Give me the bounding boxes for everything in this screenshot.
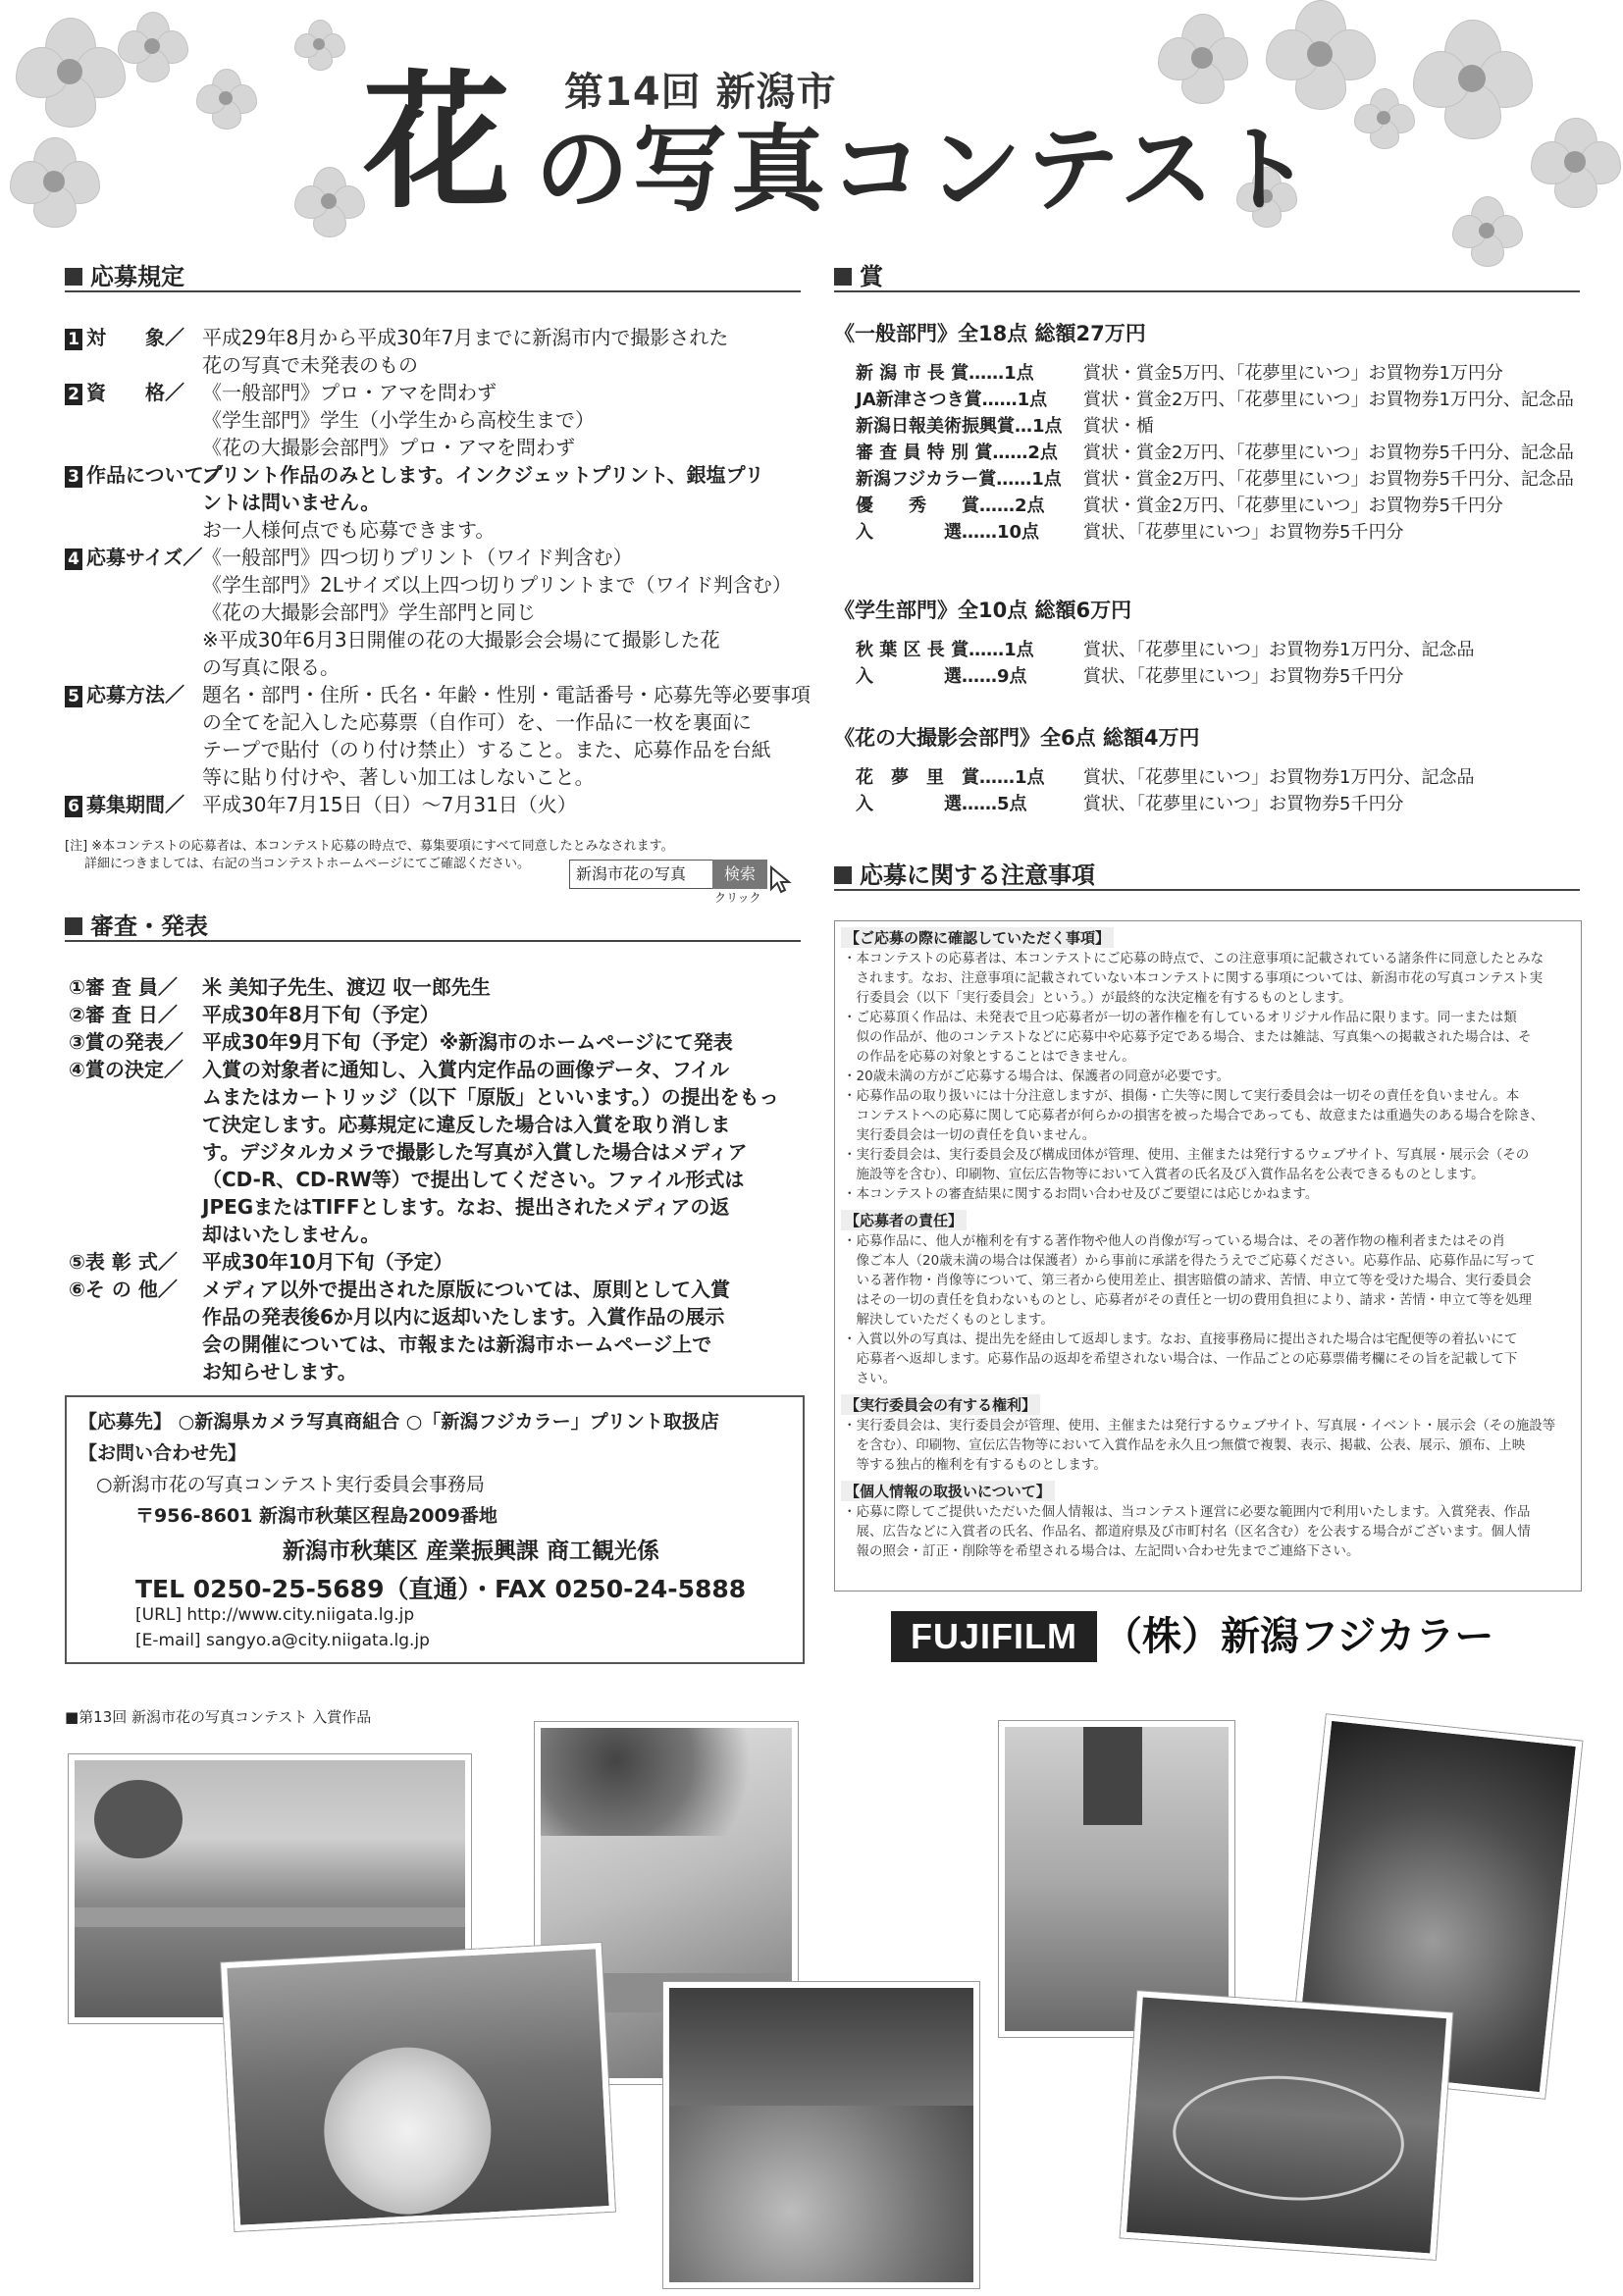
rule-text: 平成30年7月15日（日）～7月31日（火）	[202, 793, 577, 816]
rules-note-1: [注] ※本コンテストの応募者は、本コンテスト応募の時点で、募集要項にすべて同意したとみなされます。	[65, 839, 674, 854]
contact-url[interactable]: [URL] http://www.city.niigata.lg.jp	[135, 1605, 415, 1625]
rule-label: 募集期間／	[86, 793, 184, 816]
judging-label: ⑥そ の 他／	[69, 1278, 178, 1301]
judging-text: 米 美知子先生、渡辺 収一郎先生	[202, 975, 491, 999]
judging-text: 却はいたしません。	[202, 1223, 381, 1246]
prize-row	[856, 388, 1574, 413]
student-category-head: 《学生部門》全10点 総額6万円	[834, 599, 1132, 622]
prize-name: 優 秀 賞……2点	[856, 496, 1045, 516]
notices-heading: 応募に関する注意事項	[834, 856, 1095, 890]
flower-icon	[1354, 88, 1413, 147]
rule-text: 花の写真で未発表のもの	[202, 353, 418, 377]
flower-icon	[10, 137, 98, 226]
judging-text: 平成30年9月下旬（予定）※新潟市のホームページにて発表	[202, 1030, 733, 1054]
judging-text: 会の開催については、市報または新潟市ホームページ上で	[202, 1332, 712, 1356]
contact-phone: TEL 0250-25-5689（直通）・FAX 0250-24-5888	[135, 1575, 747, 1603]
square-bullet-icon	[65, 268, 82, 286]
prize-name: 秋 葉 区 長 賞……1点	[856, 640, 1034, 660]
rules-rule	[65, 290, 801, 292]
judging-text: ムまたはカートリッジ（以下「原版」といいます。）の提出をもっ	[202, 1085, 779, 1109]
notice-line: 行委員会（以下「実行委員会」という。）が最終的な決定権を有するものとします。	[843, 990, 1352, 1006]
gallery-photo-6	[663, 1982, 979, 2288]
prize-desc: 賞状、「花夢里にいつ」お買物券5千円分	[1083, 666, 1404, 687]
rule-text: テープで貼付（のり付け禁止）すること。また、応募作品を台紙	[202, 738, 771, 761]
notice-line: ・実行委員会は、実行委員会及び構成団体が管理、使用、主催または発行するウェブサイト、写真展・展示会（その	[843, 1147, 1530, 1163]
judging-text: 作品の発表後6か月以内に返却いたします。入賞作品の展示	[202, 1305, 725, 1329]
judging-text: 平成30年8月下旬（予定）	[202, 1003, 440, 1026]
judging-text: メディア以外で提出された原版については、原則として入賞	[202, 1278, 730, 1301]
judging-text: 平成30年10月下旬（予定）	[202, 1250, 453, 1274]
notice-line: 解決していただくものとします。	[843, 1312, 1054, 1328]
flower-icon	[1413, 20, 1531, 137]
flower-icon	[16, 18, 124, 126]
rule-text: 《花の大撮影会部門》学生部門と同じ	[202, 600, 536, 624]
notice-line: されます。なお、注意事項に記載されていない本コンテストに関する事項については、新潟市花の写真コンテスト実	[843, 970, 1544, 986]
prize-row	[856, 638, 1474, 663]
notice-line: 実行委員会は一切の責任を負いません。	[843, 1127, 1096, 1143]
judging-heading: 審査・発表	[65, 907, 208, 941]
prize-desc: 賞状・賞金5万円、「花夢里にいつ」お買物券1万円分	[1083, 363, 1503, 384]
company-logo: （株）新潟フジカラー	[1103, 1614, 1494, 1659]
square-bullet-icon	[834, 268, 852, 286]
prize-desc: 賞状・楯	[1083, 416, 1154, 437]
rule-text: 《学生部門》2Lサイズ以上四つ切りプリントまで（ワイド判含む）	[202, 573, 792, 597]
rule-text: お一人様何点でも応募できます。	[202, 518, 496, 542]
flower-icon	[118, 12, 186, 80]
rule-item	[65, 461, 224, 489]
judging-text: JPEGまたはTIFFとします。なお、提出されたメディアの返	[202, 1195, 730, 1219]
prize-row	[856, 441, 1574, 466]
contact-inquiry-head: 【お問い合わせ先】	[79, 1442, 247, 1464]
rule-text: 《学生部門》学生（小学生から高校生まで）	[202, 408, 595, 432]
notice-block-head: 【応募者の責任】	[841, 1210, 967, 1230]
square-bullet-icon	[65, 917, 82, 935]
prize-row	[856, 361, 1503, 387]
flower-center	[1564, 151, 1586, 173]
notice-line: ・応募作品の取り扱いには十分注意しますが、損傷・亡失等に関して実行委員会は一切その責任を負いません。本	[843, 1088, 1520, 1104]
rule-text: の写真に限る。	[202, 655, 340, 679]
prize-name: 新潟日報美術振興賞…1点	[856, 416, 1063, 437]
prize-row	[856, 792, 1403, 817]
notice-line: 像ご本人（20歳未満の場合は保護者）から事前に承諾を得たうえでご応募ください。応募作品、応募作品に写って	[843, 1253, 1536, 1269]
notices-rule	[834, 889, 1580, 891]
contest-subtitle: 第14回 新潟市	[564, 70, 837, 115]
notice-box	[834, 920, 1582, 1592]
prize-row	[856, 765, 1474, 791]
rule-text: 《一般部門》プロ・アマを問わず	[202, 381, 497, 404]
flower-icon	[196, 69, 255, 128]
prize-name: 審 査 員 特 別 賞……2点	[856, 443, 1058, 463]
flower-icon	[294, 20, 343, 69]
notice-line: ・応募に際してご提供いただいた個人情報は、当コンテスト運営に必要な範囲内で利用いたします。入賞発表、作品	[843, 1504, 1531, 1520]
rule-number: 3	[65, 466, 82, 488]
rule-label: 資 格／	[86, 381, 184, 404]
contact-address: 〒956-8601 新潟市秋葉区程島2009番地	[135, 1505, 497, 1527]
prize-row	[856, 520, 1403, 546]
judging-label: ②審 査 日／	[69, 1003, 178, 1026]
notice-line: ・20歳未満の方がご応募する場合は、保護者の同意が必要です。	[843, 1069, 1230, 1084]
header	[0, 0, 1623, 255]
judging-label: ④賞の決定／	[69, 1058, 183, 1081]
notice-line: さい。	[843, 1371, 896, 1386]
rule-label: 応募方法／	[86, 683, 184, 706]
notice-line: ・入賞以外の写真は、提出先を経由して返却します。なお、直接事務局に提出された場合は宅配便等の着払いにて	[843, 1331, 1518, 1347]
rule-label: 作品について／	[86, 463, 224, 487]
judging-rule	[65, 940, 801, 942]
prize-row	[856, 467, 1574, 493]
rule-item	[65, 324, 184, 351]
prizes-rule	[834, 290, 1580, 292]
prize-row	[856, 664, 1403, 690]
flower-center	[313, 38, 325, 50]
notice-line: ・応募作品に、他人が権利を有する著作物や他人の肖像が写っている場合は、その著作物の権利者またはその肖	[843, 1233, 1505, 1249]
rule-text: ※平成30年6月3日開催の花の大撮影会会場にて撮影した花	[202, 628, 720, 652]
prizes-heading: 賞	[834, 257, 883, 291]
title-kanji: 花	[363, 56, 511, 229]
prize-name: 花 夢 里 賞……1点	[856, 767, 1045, 788]
judging-text: 入賞の対象者に通知し、入賞内定作品の画像データ、フイル	[202, 1058, 729, 1081]
rule-text: の全てを記入した応募票（自作可）を、一作品に一枚を裏面に	[202, 710, 752, 734]
prize-desc: 賞状・賞金2万円、「花夢里にいつ」お買物券5千円分、記念品	[1083, 469, 1574, 490]
flower-icon	[294, 167, 363, 235]
rule-label: 応募サイズ／	[86, 546, 203, 569]
page-title: の写真コンテスト	[535, 115, 1317, 225]
fujifilm-logo: FUJIFILM	[891, 1611, 1097, 1662]
gallery-photo-7	[1121, 1991, 1453, 2260]
flower-icon	[1531, 118, 1619, 206]
judging-text: す。デジタルカメラで撮影した写真が入賞した場合はメディア	[202, 1140, 748, 1164]
prize-desc: 賞状・賞金2万円、「花夢里にいつ」お買物券5千円分	[1083, 496, 1503, 516]
notice-line: 展、広告などに入賞者の氏名、作品名、都道府県及び市町村名（区名含む）を公表する場合がございます。個人情	[843, 1524, 1531, 1539]
gallery-photo-3	[999, 1721, 1234, 2037]
rule-text: 等に貼り付けや、著しい加工はしないこと。	[202, 765, 595, 789]
gallery-caption: ■第13回 新潟市花の写真コンテスト 入賞作品	[65, 1708, 372, 1726]
contact-department: 新潟市秋葉区 産業振興課 商工観光係	[283, 1539, 660, 1564]
general-category-head: 《一般部門》全18点 総額27万円	[834, 322, 1146, 345]
rule-number: 6	[65, 796, 82, 817]
prize-desc: 賞状・賞金2万円、「花夢里にいつ」お買物券1万円分、記念品	[1083, 390, 1574, 410]
search-input[interactable]: 新潟市花の写真	[569, 860, 724, 889]
contact-apply-to: 【応募先】 ○新潟県カメラ写真商組合 ○「新潟フジカラー」プリント取扱店	[79, 1411, 719, 1433]
prize-desc: 賞状、「花夢里にいつ」お買物券1万円分、記念品	[1083, 640, 1475, 660]
cursor-icon	[769, 865, 793, 895]
flower-icon	[1158, 14, 1246, 102]
notice-line: コンテストへの応募に関して応募者が何らかの損害を被った場合であっても、故意または重過失のある場合を除き、	[843, 1108, 1544, 1123]
prize-row	[856, 494, 1503, 519]
rule-item	[65, 791, 184, 818]
judging-label: ①審 査 員／	[69, 975, 178, 999]
notice-line: はその一切の責任を負わないものとし、応募者がその責任と一切の費用負担により、請求・苦情・申立て等を処理	[843, 1292, 1532, 1308]
rule-text: ントは問いません。	[202, 491, 381, 514]
judging-text: （CD-R、CD-RW等）で提出してください。ファイル形式は	[202, 1168, 745, 1191]
contact-email[interactable]: [E-mail] sangyo.a@city.niigata.lg.jp	[135, 1631, 430, 1650]
notice-line: 施設等を含む）、印刷物、宣伝広告物等において入賞者の氏名及び入賞作品名を公表できるものとします。	[843, 1167, 1485, 1182]
judging-text: お知らせします。	[202, 1360, 357, 1383]
flower-icon	[1452, 196, 1521, 265]
prize-desc: 賞状、「花夢里にいつ」お買物券5千円分	[1083, 522, 1404, 543]
rule-label: 対 象／	[86, 326, 184, 349]
contact-office: ○新潟市花の写真コンテスト実行委員会事務局	[96, 1474, 485, 1495]
rule-item	[65, 544, 202, 571]
search-button[interactable]: 検索	[712, 860, 767, 889]
rule-text: 《花の大撮影会部門》プロ・アマを問わず	[202, 436, 575, 459]
judging-text: て決定します。応募規定に違反した場合は入賞を取り消しま	[202, 1113, 731, 1136]
prize-row	[856, 414, 1154, 440]
notice-line: ・ご応募頂く作品は、未発表で且つ応募者が一切の著作権を有しているオリジナル作品に限ります。同一または類	[843, 1010, 1517, 1025]
judging-label: ③賞の発表／	[69, 1030, 183, 1054]
notice-line: いる著作物・肖像等について、第三者から使用差止、損害賠償の請求、苦情、申立て等を受けた場合、実行委員会	[843, 1273, 1532, 1288]
prize-desc: 賞状、「花夢里にいつ」お買物券1万円分、記念品	[1083, 767, 1475, 788]
flower-center	[43, 171, 65, 192]
big-category-head: 《花の大撮影会部門》全6点 総額4万円	[834, 726, 1200, 750]
prize-name: 入 選……5点	[856, 794, 1027, 814]
prize-desc: 賞状、「花夢里にいつ」お買物券5千円分	[1083, 794, 1404, 814]
prize-name: 新潟フジカラー賞……1点	[856, 469, 1062, 490]
prize-desc: 賞状・賞金2万円、「花夢里にいつ」お買物券5千円分、記念品	[1083, 443, 1574, 463]
gallery-photo-5	[221, 1943, 615, 2231]
rule-number: 4	[65, 548, 82, 570]
prize-name: 新 潟 市 長 賞……1点	[856, 363, 1034, 384]
notice-block-head: 【個人情報の取扱いについて】	[841, 1481, 1055, 1501]
notice-line: の作品を応募の対象とすることはできません。	[843, 1049, 1135, 1065]
notice-line: ・本コンテストの審査結果に関するお問い合わせ及びご要望には応じかねます。	[843, 1186, 1319, 1202]
rule-number: 1	[65, 329, 82, 350]
click-label: クリック	[714, 891, 761, 905]
notice-line: を含む）、印刷物、宣伝広告物等において入賞作品を永久且つ無償で複製、表示、掲載、公表、展示、頒布、上映	[843, 1437, 1526, 1453]
flower-center	[1191, 47, 1213, 69]
prize-name: 入 選……10点	[856, 522, 1040, 543]
notice-block-head: 【ご応募の際に確認していただく事項】	[841, 927, 1114, 948]
rule-number: 2	[65, 384, 82, 405]
notice-line: 報の照会・訂正・削除等を希望される場合は、左記問い合わせ先までご連絡下さい。	[843, 1543, 1360, 1559]
notice-line: 応募者へ返却します。応募作品の返却を希望されない場合は、一作品ごとの応募票備考欄にその旨を記載して下	[843, 1351, 1518, 1367]
judging-label: ⑤表 彰 式／	[69, 1250, 178, 1274]
prize-name: JA新津さつき賞……1点	[856, 390, 1048, 410]
notice-line: 似の作品が、他のコンテストなどに応募中や応募予定である場合、または雑誌、写真集への掲載された場合は、そ	[843, 1029, 1532, 1045]
rule-item	[65, 379, 184, 406]
notice-line: ・本コンテストの応募者は、本コンテストにご応募の時点で、この注意事項に記載されている諸条件に同意したとみな	[843, 951, 1544, 966]
notice-block-head: 【実行委員会の有する権利】	[841, 1394, 1040, 1415]
rule-number: 5	[65, 686, 82, 707]
prize-name: 入 選……9点	[856, 666, 1027, 687]
rule-text: 平成29年8月から平成30年7月までに新潟市内で撮影された	[202, 326, 729, 349]
notice-line: ・実行委員会は、実行委員会が管理、使用、主催または発行するウェブサイト、写真展・イベント・展示会（その施設等	[843, 1418, 1556, 1434]
rule-text: 《一般部門》四つ切りプリント（ワイド判含む）	[202, 546, 633, 569]
rule-item	[65, 681, 184, 708]
notice-line: 等する独占的権利を有するものとします。	[843, 1457, 1107, 1473]
rules-heading: 応募規定	[65, 257, 184, 291]
contact-box	[65, 1395, 805, 1664]
rules-note-2: 詳細につきましては、右記の当コンテストホームページにてご確認ください。	[84, 857, 530, 871]
rule-text: プリント作品のみとします。インクジェットプリント、銀塩プリ	[202, 463, 764, 487]
rule-text: 題名・部門・住所・氏名・年齢・性別・電話番号・応募先等必要事項	[202, 683, 811, 706]
square-bullet-icon	[834, 866, 852, 884]
